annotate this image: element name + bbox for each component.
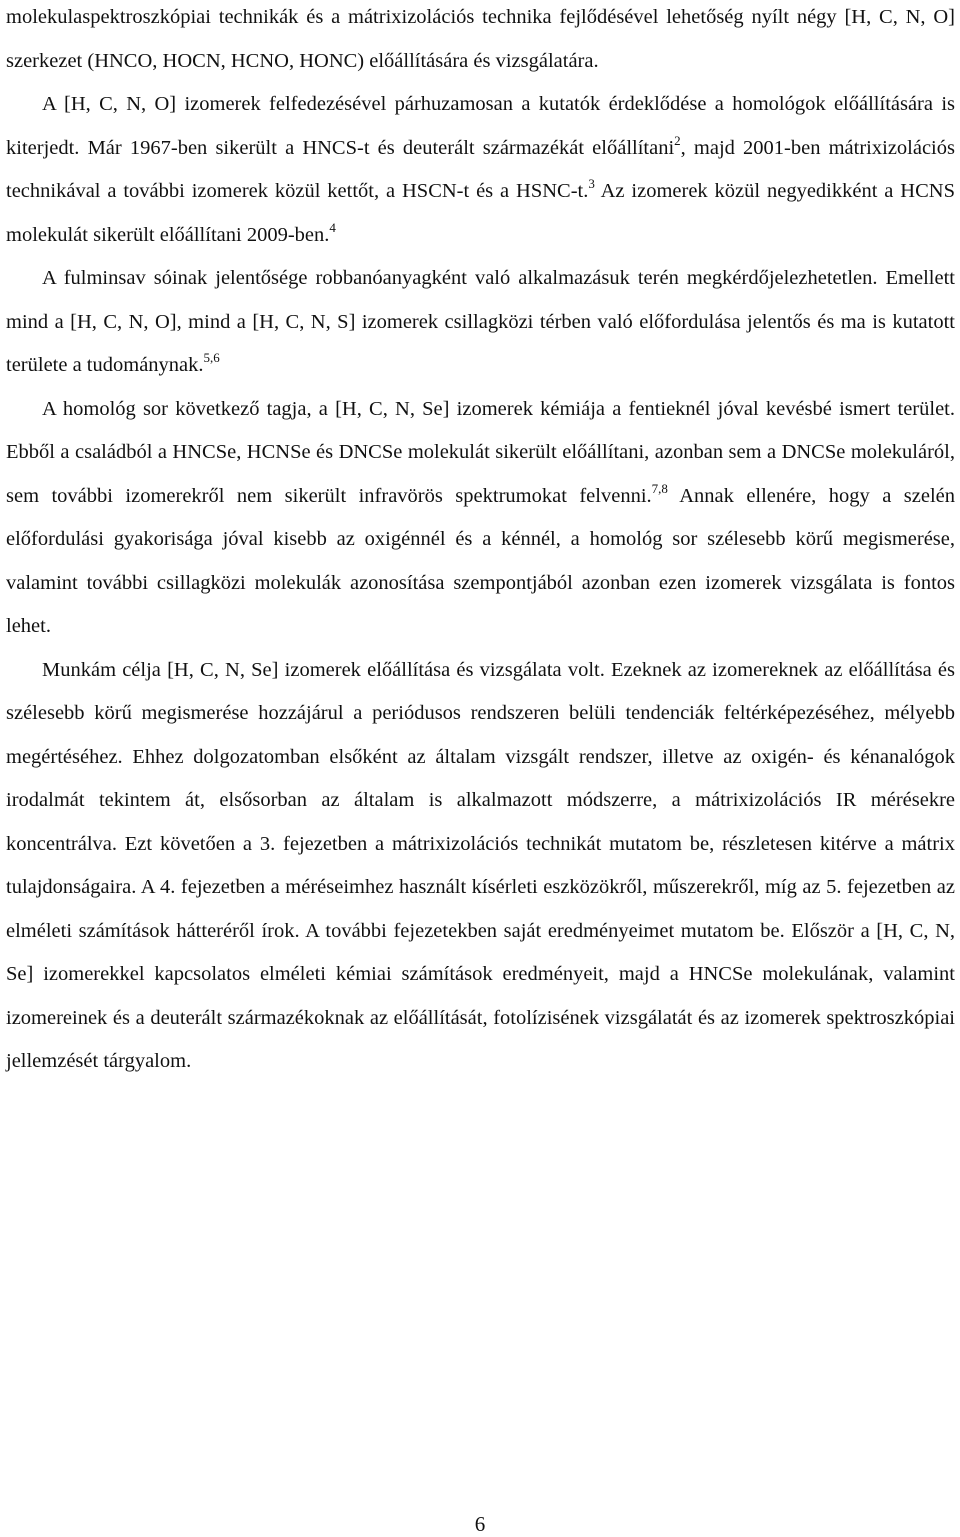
text-run: molekulaspektroszkópiai technikák és a mátrixizolációs technika fejlődésével lehetőség nyílt négy [H, C, N, O] szerkezet (HNCO, HOCN, HCNO, HONC) előállítására és vizsgálatára.: [6, 6, 955, 72]
text-run: A [H, C, N, O] izomerek felfedezésével párhuzamosan a kutatók érdeklődése a homológok előállítására is kiterjedt. Már 1967-ben sikerült a HNCS-t és deuterált származékát előállítani: [6, 93, 955, 159]
page-number: 6: [474, 1512, 486, 1536]
text-run: Az izomerek közül negyedikként a HCNS molekulát sikerült előállítani 2009-ben.: [6, 180, 955, 246]
citation-superscript: 4: [329, 219, 336, 235]
paragraph-intro-continued: [6, 0, 955, 83]
citation-superscript: 3: [588, 176, 595, 192]
paragraph-selenium-homolog: [6, 388, 955, 649]
paragraph-work-aim: [6, 649, 955, 1084]
text-run: A fulminsav sóinak jelentősége robbanóanyagként való alkalmazásuk terén megkérdőjelezhetetlen. Emellett mind a [H, C, N, O], mind a [H, C, N, S] izomerek csillagközi térben való előfordulása jelentős és ma is kutatott területe a tudománynak.: [6, 267, 955, 376]
citation-superscript: 7,8: [651, 480, 668, 496]
text-run: , majd 2001-ben mátrixizolációs technikával a további izomerek közül kettőt, a HSCN-t és a HSNC-t.: [6, 136, 955, 202]
citation-superscript: 5,6: [203, 350, 220, 366]
document-page: [6, 0, 955, 1084]
text-run: Annak ellenére, hogy a szelén előfordulási gyakorisága jóval kisebb az oxigénnél és a kénnél, a homológ sor szélesebb körű megismerése, valamint további csillagközi molekulák azonosítása szempontjából azonban ezen izomerek vizsgálata is fontos lehet.: [6, 484, 955, 637]
paragraph-fulminic-acid: [6, 257, 955, 388]
text-run: A homológ sor következő tagja, a [H, C, N, Se] izomerek kémiája a fentieknél jóval kevésbé ismert terület. Ebből a családból a HNCSe, HCNSe és DNCSe molekulát sikerült előállítani, azonban sem a DNCSe molekuláról, sem további izomerekről nem sikerült infravörös spektrumokat felvenni.: [6, 397, 955, 507]
text-run: Munkám célja [H, C, N, Se] izomerek előállítása és vizsgálata volt. Ezeknek az izomereknek az előállítása és szélesebb körű megismerése hozzájárul a periódusos rendszeren belüli tendenciák feltérképezéséhez, mélyebb megértéséhez. Ehhez dolgozatomban elsőként az általam vizsgált rendszer, illetve az oxigén- és kénanalógok irodalmát tekintem át, elsősorban az általam is alkalmazott módszerre, a mátrixizolációs IR mérésekre koncentrálva. Ezt követően a 3. fejezetben a mátrixizolációs technikát mutatom be, részletesen kitérve a mátrix tulajdonságaira. A 4. fejezetben a méréseimhez használt kísérleti eszközökről, műszerekről, míg az 5. fejezetben az elméleti számítások hátteréről írok. A további fejezetekben saját eredményeimet mutatom be. Először a [H, C, N, Se] izomerekkel kapcsolatos elméleti kémiai számítások eredményeit, majd a HNCSe molekulának, valamint izomereinek és a deuterált származékoknak az előállítását, fotolízisének vizsgálatát és az izomerek spektroszkópiai jellemzését tárgyalom.: [6, 658, 955, 1072]
citation-superscript: 2: [674, 132, 681, 148]
paragraph-homologs: [6, 83, 955, 257]
